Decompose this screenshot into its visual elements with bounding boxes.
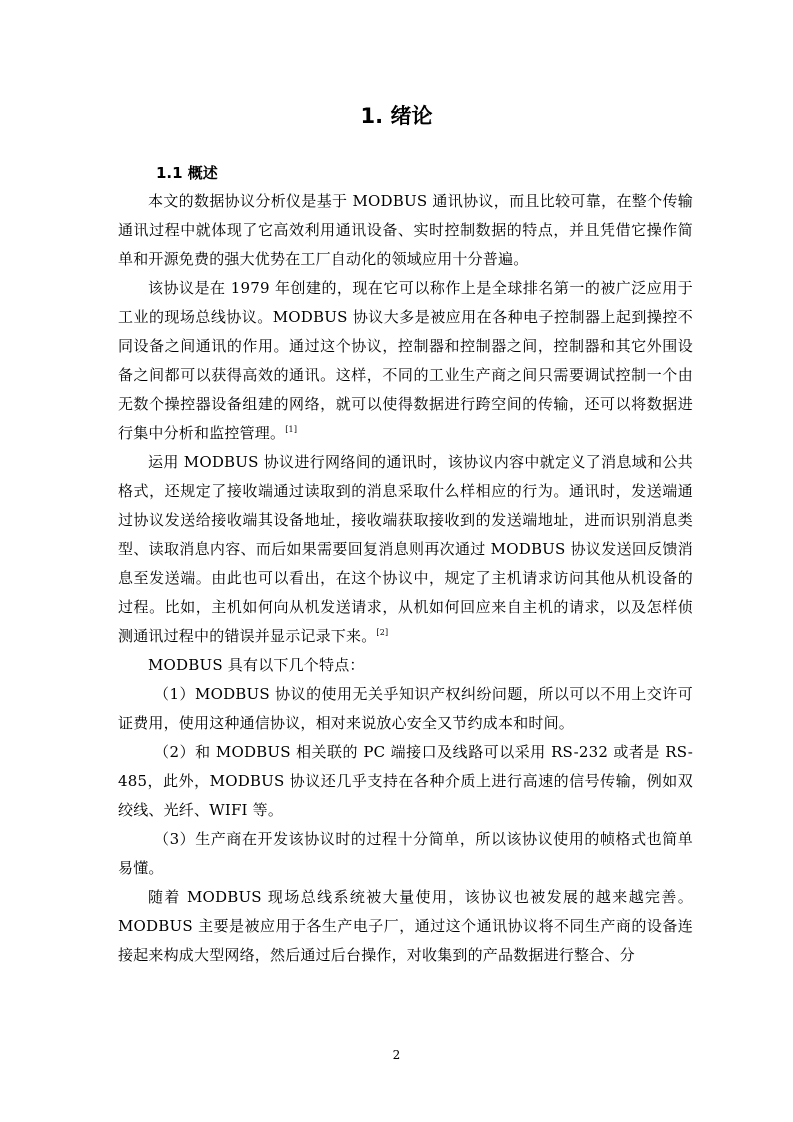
feature-item-1: （1）MODBUS 协议的使用无关乎知识产权纠纷问题，所以可以不用上交许可证费用，使用这种通信协议，相对来说放心安全又节约成本和时间。 [118, 685, 693, 732]
paragraph-text: MODBUS 具有以下几个特点： [148, 656, 365, 674]
citation-2: [2] [376, 628, 389, 637]
paragraph-text: 本文的数据协议分析仪是基于 MODBUS 通讯协议，而且比较可靠，在整个传输通讯过程中就体现了它高效利用通讯设备、实时控制数据的特点，并且凭借它操作简单和开源免费的强大优势在工厂自动化的领域应用十分普遍。 [118, 192, 693, 268]
page-number: 2 [392, 1048, 401, 1062]
paragraph-communication [118, 448, 693, 651]
citation-1: [1] [285, 425, 298, 434]
paragraph-history [118, 274, 693, 448]
paragraph-features-intro [118, 651, 693, 680]
paragraph-closing: 随着 MODBUS 现场总线系统被大量使用，该协议也被发展的越来越完善。MODBUS 主要是被应用于各生产电子厂，通过这个通讯协议将不同生产商的设备连接起来构成大型网络，然后通过后台操作，对收集到的产品数据进行整合、分 [118, 888, 693, 964]
paragraph-text: 运用 MODBUS 协议进行网络间的通讯时，该协议内容中就定义了消息域和公共格式，还规定了接收端通过读取到的消息采取什么样相应的行为。通讯时，发送端通过协议发送给接收端其设备地址，接收端获取接收到的发送端地址，进而识别消息类型、读取消息内容、而后如果需要回复消息则再次通过 MODBUS 协议发送回反馈消息至发送端。由此也可以看出，在这个协议中，规定了主机请求访问其他从机设备的过程。比如，主机如何向从机发送请求，从机如何回应来自主机的请求，以及怎样侦测通讯过程中的错误并显示记录下来。 [118, 453, 693, 645]
section-heading: 1.1 概述 [156, 164, 218, 182]
paragraph-overview [118, 187, 693, 274]
feature-item-2: （2）和 MODBUS 相关联的 PC 端接口及线路可以采用 RS-232 或者是 RS-485，此外，MODBUS 协议还几乎支持在各种介质上进行高速的信号传输，例如双绞线、光纤、WIFI 等。 [118, 743, 693, 819]
paragraph-text: 该协议是在 1979 年创建的，现在它可以称作上是全球排名第一的被广泛应用于工业的现场总线协议。MODBUS 协议大多是被应用在各种电子控制器上起到操控不同设备之间通讯的作用。通过这个协议，控制器和控制器之间，控制器和其它外围设备之间都可以获得高效的通讯。这样，不同的工业生产商之间只需要调试控制一个由无数个操控器设备组建的网络，就可以使得数据进行跨空间的传输，还可以将数据进行集中分析和监控管理。 [118, 279, 693, 442]
body-text [118, 187, 693, 970]
chapter-title: 1. 绪论 [360, 104, 433, 128]
feature-item-3: （3）生产商在开发该协议时的过程十分简单，所以该协议使用的帧格式也简单易懂。 [118, 830, 693, 877]
